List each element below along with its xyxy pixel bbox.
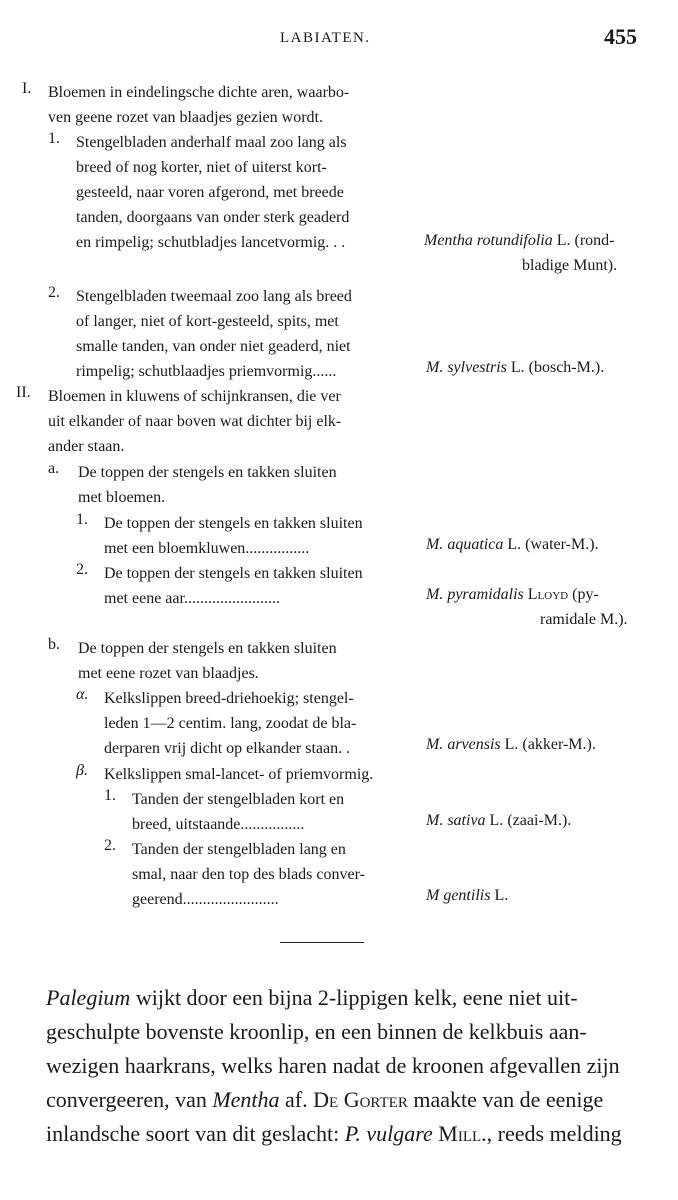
key-line: Kelkslippen smal-lancet- of priemvormig. bbox=[104, 766, 374, 783]
key-number: I. bbox=[22, 80, 32, 97]
section-divider bbox=[280, 942, 364, 943]
species-name: M. arvensis L. (akker-M.). bbox=[426, 736, 596, 753]
key-line: met bloemen. bbox=[78, 489, 166, 506]
key-text bbox=[48, 80, 349, 130]
species-name: M. sylvestris L. (bosch-M.). bbox=[426, 359, 605, 376]
key-line: Bloemen in eindelingsche dichte aren, waarbo- bbox=[48, 84, 350, 101]
key-number: a. bbox=[48, 460, 60, 477]
key-line: rimpelig; schutblaadjes priemvormig...... bbox=[76, 363, 337, 380]
key-number: α. bbox=[76, 686, 89, 703]
body-paragraph-line: wezigen haarkrans, welks haren nadat de kroonen afgevallen zijn bbox=[46, 1053, 620, 1078]
key-text bbox=[132, 837, 365, 912]
body-paragraph-line: Palegium wijkt door een bijna 2-lippigen kelk, eene niet uit- bbox=[46, 985, 578, 1010]
key-text bbox=[76, 284, 352, 384]
key-line: tanden, doorgaans van onder sterk geaderd bbox=[76, 209, 350, 226]
key-line: Kelkslippen breed-driehoekig; stengel- bbox=[104, 690, 354, 707]
key-text bbox=[104, 686, 356, 761]
key-line: breed, uitstaande................ bbox=[132, 816, 305, 833]
species-name: M. sativa L. (zaai-M.). bbox=[426, 812, 572, 829]
key-number: II. bbox=[16, 384, 31, 401]
key-line: gesteeld, naar voren afgerond, met breede bbox=[76, 184, 344, 201]
key-number: b. bbox=[48, 636, 60, 653]
key-line: De toppen der stengels en takken sluiten bbox=[104, 565, 363, 582]
key-number: 2. bbox=[76, 561, 88, 578]
species-name: Mentha rotundifolia L. (rond- bbox=[424, 232, 615, 249]
body-paragraph-line: inlandsche soort van dit geslacht: P. vulgare Mill., reeds melding bbox=[46, 1121, 622, 1146]
species-name: M. aquatica L. (water-M.). bbox=[426, 536, 599, 553]
key-line: Tanden der stengelbladen lang en bbox=[132, 841, 346, 858]
key-line: of langer, niet of kort-gesteeld, spits, met bbox=[76, 313, 339, 330]
key-line: Tanden der stengelbladen kort en bbox=[132, 791, 345, 808]
key-line: ven geene rozet van blaadjes gezien wordt. bbox=[48, 109, 323, 126]
key-number: 1. bbox=[76, 511, 88, 528]
key-line: met eene rozet van blaadjes. bbox=[78, 665, 259, 682]
key-line: Bloemen in kluwens of schijnkransen, die ver bbox=[48, 388, 341, 405]
key-line: met een bloemkluwen................ bbox=[104, 540, 310, 557]
key-number: 1. bbox=[104, 787, 116, 804]
key-line: uit elkander of naar boven wat dichter bij elk- bbox=[48, 413, 342, 430]
key-text bbox=[104, 762, 373, 787]
key-line: ander staan. bbox=[48, 438, 125, 455]
species-common-name: bladige Munt). bbox=[522, 257, 618, 274]
key-line: Stengelbladen tweemaal zoo lang als breed bbox=[76, 288, 352, 305]
body-paragraph-line: geschulpte bovenste kroonlip, en een binnen de kelkbuis aan- bbox=[46, 1019, 587, 1044]
key-line: en rimpelig; schutbladjes lancetvormig. . . bbox=[76, 234, 346, 251]
key-line: met eene aar........................ bbox=[104, 590, 280, 607]
key-line: smalle tanden, van onder niet geaderd, niet bbox=[76, 338, 351, 355]
key-line: smal, naar den top des blads conver- bbox=[132, 866, 365, 883]
key-text bbox=[78, 636, 337, 686]
key-text bbox=[132, 787, 344, 837]
key-text bbox=[48, 384, 341, 459]
species-common-name: ramidale M.). bbox=[540, 611, 628, 628]
body-paragraph-line: convergeeren, van Mentha af. De Gorter maakte van de eenige bbox=[46, 1087, 604, 1112]
key-number: β. bbox=[76, 762, 88, 779]
key-text bbox=[104, 561, 363, 611]
key-line: Stengelbladen anderhalf maal zoo lang als bbox=[76, 134, 347, 151]
species-name: M gentilis L. bbox=[426, 887, 509, 904]
key-line: derparen vrij dicht op elkander staan. . bbox=[104, 740, 351, 757]
key-line: leden 1—2 centim. lang, zoodat de bla- bbox=[104, 715, 357, 732]
key-number: 2. bbox=[48, 284, 60, 301]
key-line: De toppen der stengels en takken sluiten bbox=[104, 515, 363, 532]
key-line: geerend........................ bbox=[132, 891, 279, 908]
key-line: breed of nog korter, niet of uiterst kort- bbox=[76, 159, 327, 176]
species-name: M. pyramidalis Lloyd (py- bbox=[426, 586, 599, 603]
key-line: De toppen der stengels en takken sluiten bbox=[78, 640, 337, 657]
key-number: 1. bbox=[48, 130, 60, 147]
key-text bbox=[104, 511, 363, 561]
key-line: De toppen der stengels en takken sluiten bbox=[78, 464, 337, 481]
running-head: LABIATEN. bbox=[280, 30, 371, 46]
page-number: 455 bbox=[604, 24, 637, 49]
key-number: 2. bbox=[104, 837, 116, 854]
key-text bbox=[78, 460, 337, 510]
key-text bbox=[76, 130, 349, 255]
